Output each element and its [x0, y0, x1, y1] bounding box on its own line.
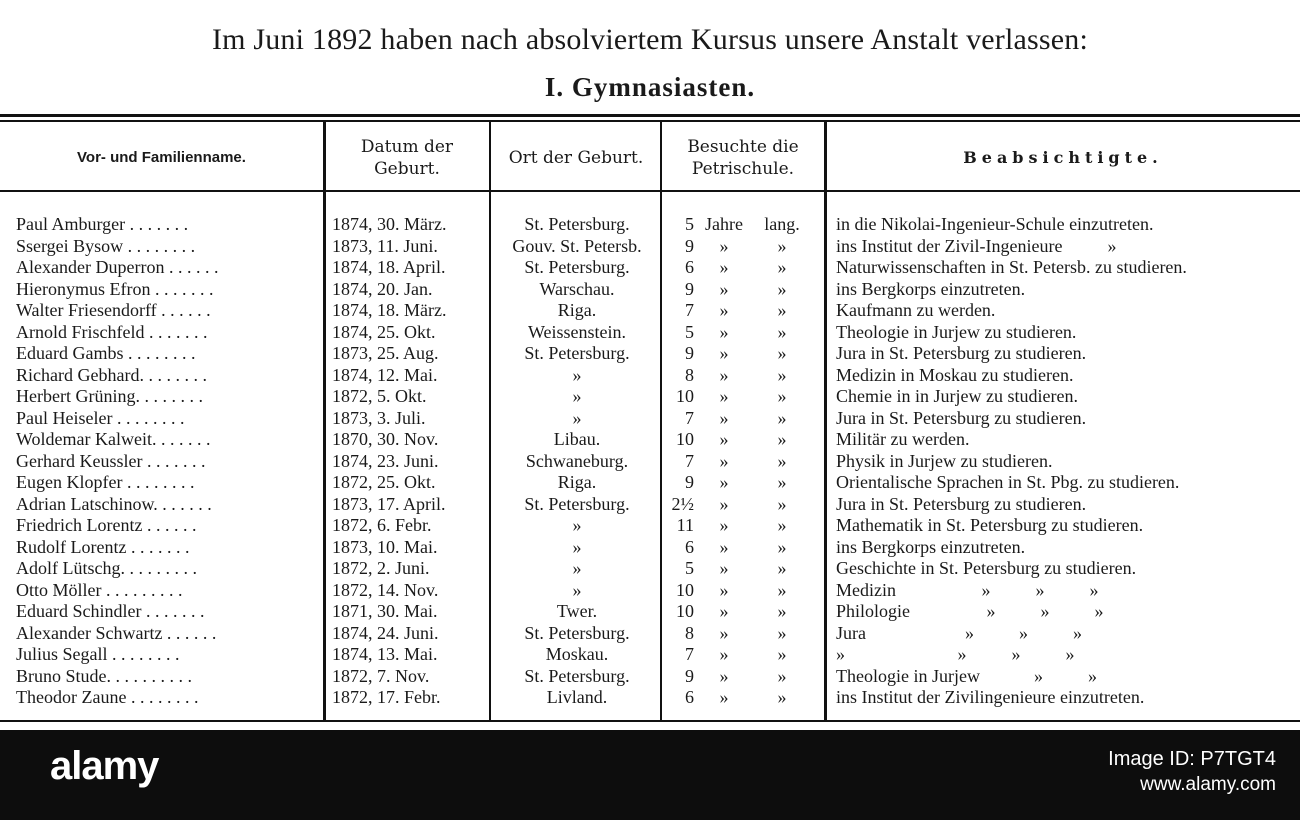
table-row — [0, 451, 1300, 473]
cell-plan: Mathematik in St. Petersburg zu studieren. — [836, 515, 1144, 535]
cell-school-long: » — [777, 579, 787, 600]
cell-school-years — [668, 343, 818, 365]
cell-name: Julius Segall . . . . . . . . — [16, 644, 180, 664]
cell-school-long: » — [777, 407, 787, 428]
cell-plan: Medizin in Moskau zu studieren. — [836, 364, 1074, 385]
cell-school-long: » — [777, 472, 787, 492]
cell-school-years: 5 — [685, 558, 694, 578]
cell-school-years: 7 — [685, 407, 694, 428]
cell-date: 1872, 5. Okt. — [332, 386, 427, 406]
table-row — [0, 214, 1300, 236]
cell-name: Alexander Schwartz . . . . . . — [16, 622, 217, 643]
cell-school-unit: » — [719, 472, 729, 492]
cell-place: » — [572, 407, 582, 428]
table-row — [0, 322, 1300, 344]
cell-name: Rudolf Lorentz . . . . . . . — [16, 536, 190, 557]
cell-school-long: » — [777, 622, 787, 643]
cell-name: Eduard Schindler . . . . . . . — [16, 601, 205, 621]
cell-school-years: 7 — [685, 450, 694, 471]
cell-school-unit: » — [719, 407, 729, 428]
cell-school-unit: » — [719, 622, 729, 643]
cell-name: Adolf Lütschg. . . . . . . . . — [16, 558, 197, 578]
cell-name: Otto Möller . . . . . . . . . — [16, 579, 183, 600]
cell-plan: Orientalische Sprachen in St. Pbg. zu studieren. — [836, 472, 1180, 492]
cell-date: 1874, 20. Jan. — [332, 278, 433, 299]
cell-place: St. Petersburg. — [524, 343, 630, 363]
cell-school-years: 5 — [685, 214, 694, 234]
header-plan: Beabsichtigte. — [963, 148, 1163, 167]
cell-school-years: 9 — [685, 343, 694, 363]
cell-school-years: 10 — [676, 601, 694, 621]
cell-school-years: 6 — [685, 257, 694, 277]
cell-school-unit: » — [719, 644, 729, 664]
cell-school-years: 11 — [676, 515, 694, 535]
cell-place: Libau. — [553, 429, 601, 449]
cell-place: » — [572, 386, 582, 406]
table-row — [0, 580, 1300, 602]
cell-school-years: 7 — [685, 300, 694, 320]
cell-school-long: » — [777, 450, 787, 471]
cell-place: Riga. — [557, 300, 597, 320]
cell-place: » — [572, 536, 582, 557]
cell-date: 1874, 12. Mai. — [332, 364, 438, 385]
cell-plan: Kaufmann zu werden. — [836, 300, 996, 320]
table-row — [0, 365, 1300, 387]
cell-plan: Naturwissenschaften in St. Petersb. zu studieren. — [836, 257, 1187, 277]
cell-date: 1874, 18. März. — [332, 300, 447, 320]
table-row — [0, 687, 1300, 709]
table-row — [0, 515, 1300, 537]
cell-school-unit: » — [719, 235, 729, 256]
table-body — [0, 214, 1300, 709]
cell-school-years — [668, 236, 818, 258]
cell-school-years: 10 — [676, 386, 694, 406]
cell-school-unit: » — [719, 687, 729, 707]
top-double-rule-1 — [0, 114, 1300, 117]
watermark-brand: alamy — [50, 744, 159, 788]
cell-school-unit: » — [719, 601, 729, 621]
cell-school-years — [668, 601, 818, 623]
cell-school-long: » — [777, 493, 787, 514]
cell-place: Warschau. — [539, 278, 615, 299]
cell-plan: Physik in Jurjew zu studieren. — [836, 450, 1053, 471]
cell-school-unit: » — [719, 300, 729, 320]
cell-school-years — [668, 408, 818, 430]
cell-school-long: » — [777, 601, 787, 621]
cell-name: Adrian Latschinow. . . . . . . — [16, 493, 212, 514]
cell-school-years: 2½ — [671, 493, 694, 514]
cell-school-years — [668, 666, 818, 688]
cell-plan: Jura in St. Petersburg zu studieren. — [836, 493, 1087, 514]
cell-date: 1873, 17. April. — [332, 493, 446, 514]
cell-school-unit: » — [719, 493, 729, 514]
cell-school-years — [668, 257, 818, 279]
cell-place: St. Petersburg. — [524, 665, 630, 686]
cell-name: Hieronymus Efron . . . . . . . — [16, 278, 214, 299]
cell-place: St. Petersburg. — [524, 622, 630, 643]
cell-plan: Jura » » » — [836, 622, 1082, 643]
cell-name: Alexander Duperron . . . . . . — [16, 257, 219, 277]
watermark-bar — [0, 730, 1300, 820]
cell-school-years — [668, 515, 818, 537]
cell-school-years — [668, 322, 818, 344]
cell-school-unit: » — [719, 579, 729, 600]
table-bottom-rule — [0, 720, 1300, 722]
cell-school-unit: » — [719, 364, 729, 385]
cell-date: 1870, 30. Nov. — [332, 429, 439, 449]
cell-plan: ins Bergkorps einzutreten. — [836, 278, 1026, 299]
cell-date: 1873, 25. Aug. — [332, 343, 439, 363]
cell-plan: Theologie in Jurjew zu studieren. — [836, 321, 1077, 342]
table-row — [0, 601, 1300, 623]
cell-plan: » » » » — [836, 644, 1075, 664]
cell-place: Weissenstein. — [527, 321, 627, 342]
cell-school-unit: » — [719, 278, 729, 299]
cell-date: 1874, 24. Juni. — [332, 622, 439, 643]
header-bottom-rule — [0, 190, 1300, 192]
watermark-image-id: Image ID: P7TGT4 — [1108, 748, 1276, 770]
cell-name: Eduard Gambs . . . . . . . . — [16, 343, 196, 363]
cell-date: 1872, 7. Nov. — [332, 665, 430, 686]
cell-school-years — [668, 537, 818, 559]
cell-school-long: » — [777, 687, 787, 707]
header-name: Vor- und Familienname. — [77, 149, 246, 166]
cell-school-unit: » — [719, 429, 729, 449]
cell-school-years — [668, 300, 818, 322]
cell-plan: Jura in St. Petersburg zu studieren. — [836, 343, 1087, 363]
cell-place: » — [572, 579, 582, 600]
cell-plan: ins Institut der Zivilingenieure einzutreten. — [836, 687, 1145, 707]
cell-school-unit: » — [719, 450, 729, 471]
cell-school-long: lang. — [764, 214, 800, 234]
cell-school-years: 9 — [685, 665, 694, 686]
cell-school-long: » — [777, 235, 787, 256]
cell-name: Ssergei Bysow . . . . . . . . — [16, 235, 196, 256]
cell-school-long: » — [777, 665, 787, 686]
table-row — [0, 343, 1300, 365]
cell-school-long: » — [777, 515, 787, 535]
cell-school-years — [668, 386, 818, 408]
cell-school-long: » — [777, 278, 787, 299]
cell-school-unit: » — [719, 515, 729, 535]
cell-school-years: 10 — [676, 579, 694, 600]
cell-place: Livland. — [546, 687, 608, 707]
table-row — [0, 429, 1300, 451]
cell-school-years — [668, 451, 818, 473]
cell-date: 1872, 14. Nov. — [332, 579, 439, 600]
cell-plan: Philologie » » » — [836, 601, 1104, 621]
cell-plan: ins Institut der Zivil-Ingenieure » — [836, 235, 1117, 256]
cell-school-years: 10 — [676, 429, 694, 449]
section-title: I. Gymnasiasten. — [544, 72, 756, 102]
page-title: Im Juni 1892 haben nach absolviertem Kursus unsere Anstalt verlassen: — [211, 23, 1089, 56]
cell-school-unit: » — [719, 386, 729, 406]
cell-date: 1874, 23. Juni. — [332, 450, 439, 471]
cell-school-unit: » — [719, 257, 729, 277]
cell-school-unit: Jahre — [705, 214, 743, 234]
table-row — [0, 408, 1300, 430]
cell-place: Schwaneburg. — [525, 450, 629, 471]
cell-school-unit: » — [719, 343, 729, 363]
cell-school-long: » — [777, 536, 787, 557]
cell-school-years — [668, 472, 818, 494]
cell-name: Walter Friesendorff . . . . . . — [16, 300, 211, 320]
cell-school-long: » — [777, 429, 787, 449]
cell-date: 1874, 13. Mai. — [332, 644, 438, 664]
cell-school-years — [668, 687, 818, 709]
table-row — [0, 494, 1300, 516]
cell-date: 1872, 25. Okt. — [332, 472, 436, 492]
cell-plan: Geschichte in St. Petersburg zu studieren. — [836, 558, 1137, 578]
cell-name: Gerhard Keussler . . . . . . . — [16, 450, 206, 471]
cell-school-years: 5 — [685, 321, 694, 342]
cell-place: Twer. — [556, 601, 598, 621]
cell-plan: Medizin » » » — [836, 579, 1099, 600]
cell-plan: Militär zu werden. — [836, 429, 970, 449]
table-row — [0, 300, 1300, 322]
cell-date: 1873, 10. Mai. — [332, 536, 438, 557]
cell-date: 1874, 30. März. — [332, 214, 447, 234]
cell-school-years — [668, 580, 818, 602]
table-row — [0, 257, 1300, 279]
cell-school-unit: » — [719, 321, 729, 342]
cell-place: St. Petersburg. — [524, 493, 630, 514]
cell-school-years: 9 — [685, 235, 694, 256]
cell-school-years: 9 — [685, 278, 694, 299]
cell-name: Herbert Grüning. . . . . . . . — [16, 386, 203, 406]
cell-school-years — [668, 623, 818, 645]
cell-school-years: 7 — [685, 644, 694, 664]
cell-school-long: » — [777, 364, 787, 385]
cell-place: Gouv. St. Petersb. — [512, 235, 642, 256]
cell-date: 1873, 3. Juli. — [332, 407, 426, 428]
cell-place: Moskau. — [545, 644, 609, 664]
cell-date: 1872, 17. Febr. — [332, 687, 441, 707]
watermark-url: www.alamy.com — [1140, 774, 1276, 795]
cell-name: Paul Amburger . . . . . . . — [16, 214, 189, 234]
watermark-info — [1108, 746, 1276, 798]
table-row — [0, 537, 1300, 559]
cell-name: Eugen Klopfer . . . . . . . . — [16, 472, 195, 492]
cell-school-years — [668, 365, 818, 387]
cell-school-years — [668, 214, 818, 236]
cell-school-years — [668, 644, 818, 666]
cell-name: Bruno Stude. . . . . . . . . . — [16, 665, 193, 686]
cell-school-long: » — [777, 321, 787, 342]
cell-plan: in die Nikolai-Ingenieur-Schule einzutreten. — [836, 214, 1154, 234]
cell-place: St. Petersburg. — [524, 214, 630, 234]
cell-plan: Theologie in Jurjew » » — [836, 665, 1097, 686]
cell-place: St. Petersburg. — [524, 257, 630, 277]
cell-school-years: 8 — [685, 622, 694, 643]
cell-school-long: » — [777, 300, 787, 320]
table-row — [0, 666, 1300, 688]
cell-plan: ins Bergkorps einzutreten. — [836, 536, 1026, 557]
cell-date: 1874, 18. April. — [332, 257, 446, 277]
header-place: Ort der Geburt. — [508, 148, 644, 168]
table-row — [0, 279, 1300, 301]
cell-date: 1872, 6. Febr. — [332, 515, 432, 535]
cell-date: 1873, 11. Juni. — [332, 235, 438, 256]
cell-plan: Chemie in in Jurjew zu studieren. — [836, 386, 1078, 406]
cell-date: 1874, 25. Okt. — [332, 321, 436, 342]
table-row — [0, 472, 1300, 494]
cell-name: Woldemar Kalweit. . . . . . . — [16, 429, 211, 449]
cell-school-years — [668, 494, 818, 516]
cell-place: » — [572, 364, 582, 385]
cell-date: 1872, 2. Juni. — [332, 558, 430, 578]
cell-place: » — [572, 558, 582, 578]
cell-school-long: » — [777, 558, 787, 578]
cell-name: Paul Heiseler . . . . . . . . — [16, 407, 185, 428]
cell-school-years: 8 — [685, 364, 694, 385]
cell-place: » — [572, 515, 582, 535]
cell-name: Friedrich Lorentz . . . . . . — [16, 515, 197, 535]
cell-name: Theodor Zaune . . . . . . . . — [16, 687, 199, 707]
cell-school-years: 9 — [685, 472, 694, 492]
cell-school-long: » — [777, 386, 787, 406]
cell-school-unit: » — [719, 558, 729, 578]
cell-name: Richard Gebhard. . . . . . . . — [16, 364, 207, 385]
cell-school-years — [668, 279, 818, 301]
header-school: Besuchte die Petrischule. — [687, 137, 799, 179]
cell-date: 1871, 30. Mai. — [332, 601, 438, 621]
table-row — [0, 558, 1300, 580]
cell-plan: Jura in St. Petersburg zu studieren. — [836, 407, 1087, 428]
cell-school-long: » — [777, 644, 787, 664]
cell-school-years: 6 — [685, 536, 694, 557]
table-row — [0, 644, 1300, 666]
cell-school-years — [668, 558, 818, 580]
table-row — [0, 386, 1300, 408]
cell-school-long: » — [777, 343, 787, 363]
cell-school-years: 6 — [685, 687, 694, 707]
cell-school-unit: » — [719, 665, 729, 686]
cell-name: Arnold Frischfeld . . . . . . . — [16, 321, 208, 342]
cell-place: Riga. — [557, 472, 597, 492]
cell-school-long: » — [777, 257, 787, 277]
cell-school-unit: » — [719, 536, 729, 557]
table-row — [0, 236, 1300, 258]
header-date: Datum der Geburt. — [360, 137, 454, 179]
top-double-rule-2 — [0, 120, 1300, 122]
cell-school-years — [668, 429, 818, 451]
table-row — [0, 623, 1300, 645]
